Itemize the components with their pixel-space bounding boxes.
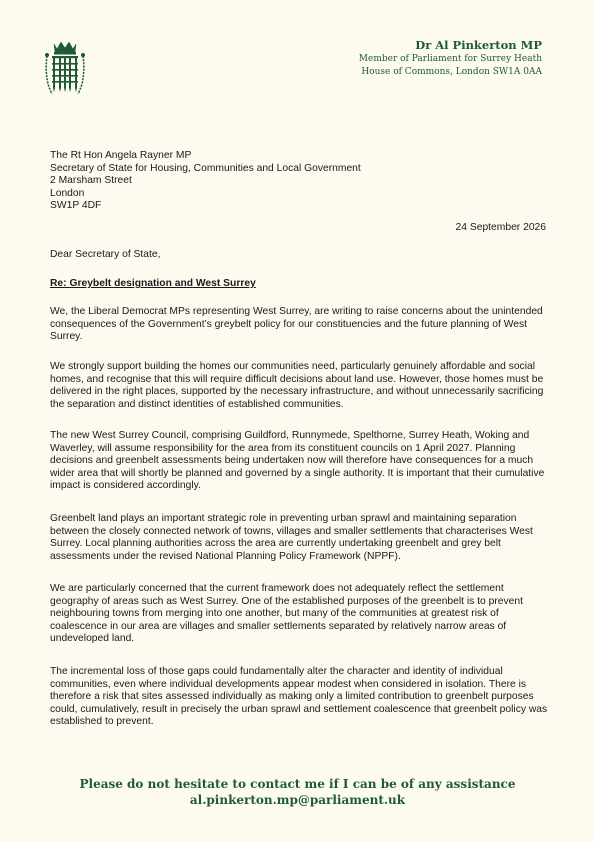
recipient-line: SW1P 4DF bbox=[50, 200, 102, 212]
letterhead bbox=[359, 38, 542, 79]
recipient-address bbox=[50, 150, 550, 213]
footer bbox=[0, 776, 595, 808]
mp-address: House of Commons, London SW1A 0AA bbox=[361, 67, 542, 77]
footer-email[interactable]: al.pinkerton.mp@parliament.uk bbox=[189, 793, 406, 807]
footer-assistance-line: Please do not hesitate to contact me if I can be of any assistance bbox=[79, 777, 516, 791]
body-paragraph: The incremental loss of those gaps could fundamentally alter the character and identity of individual communities, even where individual developments appear modest when considered in isolation. There is therefore a risk that sites assessed individually as making only a limited contribution to greenbelt purposes could, cumulatively, result in precisely the urban sprawl and settlement coalescence that greenbelt policy was established to prevent. bbox=[50, 666, 548, 728]
body-paragraph: We, the Liberal Democrat MPs representing West Surrey, are writing to raise concerns about the unintended consequences of the Government’s greybelt policy for our constituencies and the future planning of West Surrey. bbox=[50, 306, 543, 343]
mp-role: Member of Parliament for Surrey Heath bbox=[358, 54, 542, 64]
salutation: Dear Secretary of State, bbox=[50, 249, 161, 260]
recipient-line: The Rt Hon Angela Rayner MP bbox=[50, 150, 192, 161]
body-paragraph: Greenbelt land plays an important strategic role in preventing urban sprawl and maintaining separation between the closely connected network of towns, villages and smaller settlements that characterises West Surrey. Local planning authorities across the area are currently undertaking greenbelt and grey belt assessments under the revised National Planning Policy Framework (NPPF). bbox=[50, 513, 533, 562]
mp-name: Dr Al Pinkerton MP bbox=[415, 38, 542, 52]
portcullis-icon bbox=[42, 40, 88, 98]
recipient-line: Secretary of State for Housing, Communities and Local Government bbox=[50, 162, 361, 174]
recipient-line: 2 Marsham Street bbox=[50, 175, 132, 187]
body-paragraph: The new West Surrey Council, comprising Guildford, Runnymede, Spelthorne, Surrey Heath, Woking and Waverley, will assume responsibility for the area from its constituent councils on 1 April 2027. Planning decisions and greenbelt assessments being undertaken now will therefore have consequences for a much wider area that will shortly be planned and governed by a single authority. It is important that their cumulative impact is considered accordingly. bbox=[50, 430, 545, 492]
body-paragraph: We are particularly concerned that the current framework does not adequately reflect the settlement geography of areas such as West Surrey. One of the established purposes of the greenbelt is to prevent neighbouring towns from merging into one another, but many of the communities at greatest risk of coalescence in our area are villages and smaller settlements separated by relatively narrow areas of undeveloped land. bbox=[50, 583, 523, 645]
letter-date: 24 September 2026 bbox=[455, 222, 546, 233]
body-paragraph: We strongly support building the homes our communities need, particularly genuinely affordable and social homes, and recognise that this will require difficult decisions about land use. However, those homes must be delivered in the right places, supported by the necessary infrastructure, and without unnecessarily sacrificing the separation and distinct identities of established communities. bbox=[50, 361, 544, 410]
subject-line: Re: Greybelt designation and West Surrey bbox=[50, 278, 256, 289]
recipient-line: London bbox=[50, 187, 85, 199]
